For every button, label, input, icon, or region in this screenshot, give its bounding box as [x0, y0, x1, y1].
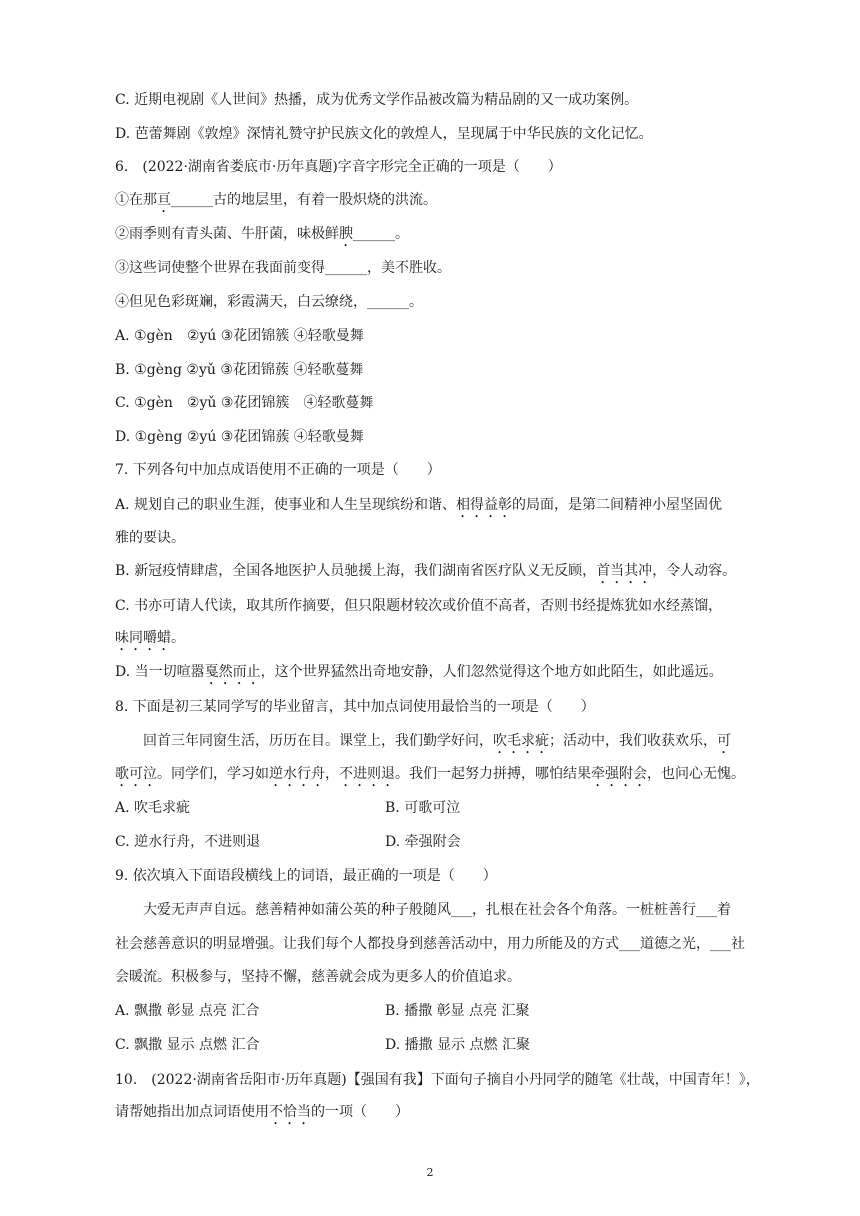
q8-option-a: A. 吹毛求疵	[115, 800, 191, 816]
q7-option-c-line2	[115, 628, 785, 654]
dotted-word: 不恰当	[269, 1104, 311, 1120]
dotted-word: 吹毛求疵	[493, 733, 549, 749]
dotted-char: 亘	[157, 192, 171, 208]
q7-option-c-line1: C. 书亦可请人代读，取其所作摘要，但只限题材较次或价值不高者，否则书经提炼犹如水经蒸馏，	[115, 598, 723, 614]
text: ，这个世界猛然出奇地安静，人们忽然觉得这个地方如此陌生，如此遥远。	[260, 664, 723, 680]
text: 回首三年同窗生活，历历在目。课堂上，我们勤学好问，	[143, 733, 493, 749]
q5-option-d: D. 芭蕾舞剧《敦煌》深情礼赞守护民族文化的敦煌人，呈现属于中华民族的文化记忆。	[115, 126, 653, 142]
dotted-word: 逆水行舟，不进则退	[269, 766, 395, 782]
q6-sentence-2	[115, 224, 785, 250]
text: 的局面，是第二间精神小屋坚固优	[512, 497, 723, 513]
text: ______古的地层里，有着一股炽烧的洪流。	[171, 192, 437, 208]
text: A. 规划自己的职业生涯，使事业和人生呈现缤纷和谐、	[115, 497, 457, 513]
q6-stem: 6. (2022·湖南省娄底市·历年真题)字音字形完全正确的一项是（ ）	[115, 159, 562, 175]
q8-option-b: B. 可歌可泣	[385, 800, 461, 816]
dotted-word: 歌可泣	[115, 766, 157, 782]
text: D. 当一切喧嚣	[115, 664, 205, 680]
page-number: 2	[426, 1166, 434, 1179]
text: 请帮她指出加点词语使用	[115, 1104, 269, 1120]
dotted-word: 可	[717, 733, 731, 749]
dotted-idiom: 戛然而止	[204, 664, 261, 680]
q9-option-a: A. 飘撒 彰显 点亮 汇合	[115, 1003, 260, 1019]
q6-sentence-3: ③这些词使整个世界在我面前变得______，美不胜收。	[115, 260, 451, 276]
text: ，令人动容。	[652, 563, 737, 579]
q9-stem: 9. 依次填入下面语段横线上的词语，最正确的一项是（ ）	[115, 868, 497, 884]
q7-option-a-line2: 雅的要诀。	[115, 530, 185, 546]
q8-option-d: D. 牵强附会	[385, 834, 461, 850]
q10-stem-line1: 10. (2022·湖南省岳阳市·历年真题)【强国有我】下面句子摘自小丹同学的随笔《壮哉，中国青年！》，	[115, 1072, 760, 1088]
q6-option-b: B. ①gèng ②yǔ ③花团锦蔟 ④轻歌蔓舞	[115, 362, 364, 378]
text: ②雨季则有青头菌、牛肝菌，味极鲜	[115, 226, 339, 242]
dotted-idiom: 味同嚼蜡	[115, 630, 171, 646]
q7-option-a-line1	[115, 495, 785, 521]
text: B. 新冠疫情肆虐，全国各地医护人员驰援上海，我们湖南省医疗队义无反顾，	[115, 563, 597, 579]
q8-stem: 8. 下面是初三某同学写的毕业留言，其中加点词使用最恰当的一项是（ ）	[115, 699, 595, 715]
q9-passage-line3: 会暖流。积极参与，坚持不懈，慈善就会成为更多人的价值追求。	[115, 969, 521, 985]
q8-option-c: C. 逆水行舟，不进则退	[115, 834, 261, 850]
q5-option-c: C. 近期电视剧《人世间》热播，成为优秀文学作品被改篇为精品剧的又一成功案例。	[115, 92, 639, 108]
text: 。	[171, 630, 185, 646]
q6-option-a: A. ①gèn ②yú ③花团锦簇 ④轻歌曼舞	[115, 328, 364, 344]
q8-passage-line2	[115, 764, 785, 790]
q6-option-c: C. ①gèn ②yǔ ③花团锦簇 ④轻歌蔓舞	[115, 395, 374, 411]
q7-stem: 7. 下列各句中加点成语使用不正确的一项是（ ）	[115, 462, 441, 478]
q9-passage-line2: 社会慈善意识的明显增强。让我们每个人都投身到慈善活动中，用力所能及的方式___道德之光，___社	[115, 936, 745, 952]
text: ；活动中，我们收获欢乐，	[549, 733, 717, 749]
q9-option-d: D. 播撒 显示 点燃 汇聚	[385, 1037, 530, 1053]
q6-sentence-4: ④但见色彩斑斓，彩霞满天，白云缭绕，______。	[115, 294, 423, 310]
q7-option-d	[115, 662, 785, 688]
text: ①在那	[115, 192, 157, 208]
dotted-idiom: 首当其冲	[596, 563, 653, 579]
text: 的一项（ ）	[311, 1104, 409, 1120]
dotted-word: 牵强附会	[591, 766, 647, 782]
q9-passage-line1: 大爱无声声自远。慈善精神如蒲公英的种子般随风___，扎根在社会各个角落。一桩桩善行___着	[143, 902, 731, 918]
q9-option-b: B. 播撒 彰显 点亮 汇聚	[385, 1003, 530, 1019]
text: 。同学们，学习如	[157, 766, 269, 782]
text: ______。	[353, 226, 409, 242]
text: ，也问心无愧。	[647, 766, 745, 782]
text: 。我们一起努力拼搏，哪怕结果	[395, 766, 591, 782]
q7-option-b	[115, 561, 785, 587]
dotted-idiom: 相得益彰	[456, 497, 513, 513]
q8-passage-line1	[143, 731, 785, 757]
q10-stem-line2	[115, 1102, 785, 1128]
q6-sentence-1	[115, 190, 785, 216]
dotted-char: 腴	[339, 226, 353, 242]
q6-option-d: D. ①gèng ②yú ③花团锦蔟 ④轻歌曼舞	[115, 429, 364, 445]
q9-option-c: C. 飘撒 显示 点燃 汇合	[115, 1037, 260, 1053]
